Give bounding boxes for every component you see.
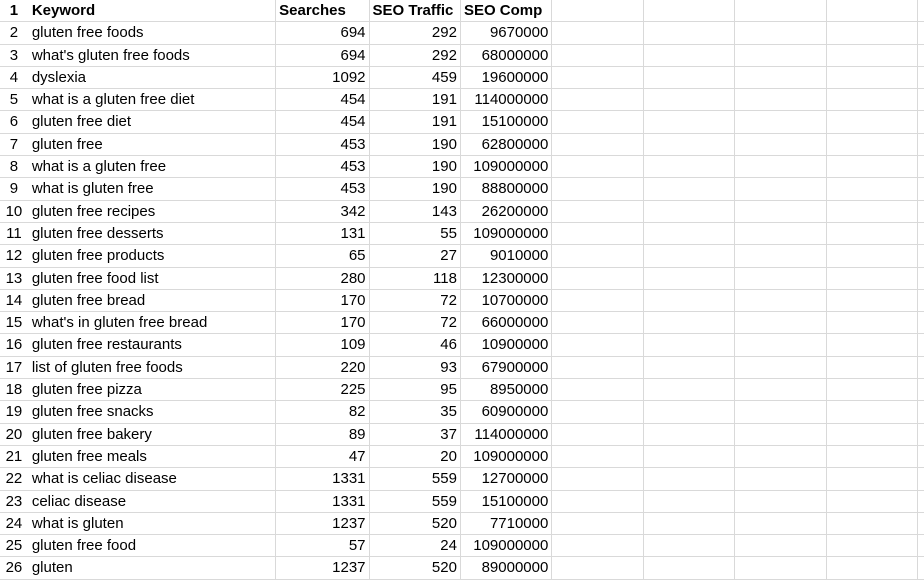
empty-cell[interactable] — [644, 178, 735, 199]
searches-cell[interactable]: 453 — [276, 134, 369, 155]
row-number[interactable]: 16 — [5, 336, 23, 354]
empty-cell[interactable] — [827, 245, 918, 266]
empty-cell[interactable] — [735, 268, 826, 289]
searches-cell[interactable]: 225 — [276, 379, 369, 400]
keyword-cell[interactable]: what is celiac disease — [28, 468, 276, 489]
empty-cell[interactable] — [552, 357, 643, 378]
row-number[interactable]: 12 — [5, 247, 23, 265]
keyword-cell[interactable]: list of gluten free foods — [28, 357, 276, 378]
empty-cell[interactable] — [827, 312, 918, 333]
empty-cell[interactable] — [918, 223, 924, 244]
row-number[interactable]: 23 — [5, 492, 23, 510]
seo-traffic-cell[interactable]: 55 — [370, 223, 461, 244]
empty-cell[interactable] — [918, 401, 924, 422]
table-row — [0, 67, 924, 89]
empty-cell[interactable] — [918, 446, 924, 467]
empty-cell[interactable] — [735, 557, 826, 578]
seo-traffic-cell[interactable]: 190 — [370, 178, 461, 199]
seo-traffic-cell[interactable]: 95 — [370, 379, 461, 400]
empty-cell[interactable] — [918, 156, 924, 177]
empty-cell[interactable] — [735, 312, 826, 333]
empty-cell[interactable] — [827, 22, 918, 43]
empty-cell[interactable] — [918, 334, 924, 355]
seo-traffic-header-cell[interactable]: SEO Traffic — [370, 0, 461, 21]
seo-comp-header-cell[interactable]: SEO Comp — [461, 0, 552, 21]
empty-cell[interactable] — [552, 290, 643, 311]
empty-cell[interactable] — [918, 45, 924, 66]
row-number[interactable]: 21 — [5, 447, 23, 465]
empty-cell[interactable] — [552, 424, 643, 445]
row-number[interactable]: 8 — [9, 158, 19, 176]
empty-cell[interactable] — [918, 557, 924, 578]
seo-comp-cell[interactable]: 89000000 — [461, 557, 552, 578]
empty-cell[interactable] — [644, 134, 735, 155]
empty-cell[interactable] — [552, 156, 643, 177]
empty-cell[interactable] — [918, 468, 924, 489]
row-number[interactable]: 17 — [5, 358, 23, 376]
seo-comp-cell[interactable]: 60900000 — [461, 401, 552, 422]
seo-comp-cell[interactable]: 109000000 — [461, 156, 552, 177]
seo-traffic-cell[interactable]: 459 — [370, 67, 461, 88]
row-number[interactable]: 26 — [5, 559, 23, 577]
table-row — [0, 22, 924, 44]
keyword-cell[interactable]: what is gluten — [28, 513, 276, 534]
row-number[interactable]: 10 — [5, 202, 23, 220]
seo-comp-cell[interactable]: 12300000 — [461, 268, 552, 289]
keyword-cell[interactable]: gluten free desserts — [28, 223, 276, 244]
table-row — [0, 134, 924, 156]
empty-cell[interactable] — [552, 468, 643, 489]
keyword-cell[interactable]: what's gluten free foods — [28, 45, 276, 66]
empty-cell[interactable] — [918, 89, 924, 110]
empty-cell[interactable] — [552, 535, 643, 556]
empty-cell[interactable] — [552, 312, 643, 333]
searches-cell[interactable]: 109 — [276, 334, 369, 355]
empty-cell[interactable] — [827, 223, 918, 244]
seo-traffic-cell[interactable]: 46 — [370, 334, 461, 355]
table-row — [0, 401, 924, 423]
empty-cell[interactable] — [918, 245, 924, 266]
keyword-cell[interactable]: gluten free restaurants — [28, 334, 276, 355]
seo-comp-cell[interactable]: 114000000 — [461, 89, 552, 110]
empty-cell[interactable] — [735, 67, 826, 88]
row-number[interactable]: 9 — [9, 180, 19, 198]
table-row — [0, 268, 924, 290]
searches-cell[interactable]: 454 — [276, 89, 369, 110]
seo-traffic-cell[interactable]: 292 — [370, 22, 461, 43]
seo-comp-cell[interactable]: 10900000 — [461, 334, 552, 355]
empty-cell[interactable] — [918, 513, 924, 534]
seo-traffic-cell[interactable]: 520 — [370, 557, 461, 578]
empty-cell[interactable] — [827, 379, 918, 400]
empty-cell[interactable] — [735, 111, 826, 132]
empty-cell[interactable] — [735, 89, 826, 110]
empty-cell[interactable] — [644, 557, 735, 578]
empty-cell[interactable] — [827, 424, 918, 445]
empty-cell[interactable] — [735, 245, 826, 266]
seo-traffic-cell[interactable]: 37 — [370, 424, 461, 445]
empty-cell[interactable] — [827, 156, 918, 177]
empty-cell[interactable] — [735, 446, 826, 467]
empty-cell[interactable] — [644, 379, 735, 400]
keyword-header-cell[interactable]: Keyword — [28, 0, 276, 21]
searches-cell[interactable]: 89 — [276, 424, 369, 445]
table-row — [0, 89, 924, 111]
empty-cell[interactable] — [827, 446, 918, 467]
seo-comp-cell[interactable]: 10700000 — [461, 290, 552, 311]
seo-traffic-cell[interactable]: 559 — [370, 468, 461, 489]
searches-cell[interactable]: 1331 — [276, 468, 369, 489]
empty-cell[interactable] — [644, 334, 735, 355]
row-number[interactable]: 18 — [5, 381, 23, 399]
empty-cell[interactable] — [552, 245, 643, 266]
empty-cell[interactable] — [552, 201, 643, 222]
empty-cell[interactable] — [918, 0, 924, 21]
empty-cell[interactable] — [552, 446, 643, 467]
keyword-cell[interactable]: what's in gluten free bread — [28, 312, 276, 333]
seo-comp-cell[interactable]: 66000000 — [461, 312, 552, 333]
keyword-cell[interactable]: what is a gluten free — [28, 156, 276, 177]
keyword-cell[interactable]: celiac disease — [28, 491, 276, 512]
seo-comp-cell[interactable]: 109000000 — [461, 223, 552, 244]
empty-cell[interactable] — [918, 201, 924, 222]
empty-cell[interactable] — [918, 111, 924, 132]
empty-cell[interactable] — [918, 535, 924, 556]
seo-traffic-cell[interactable]: 559 — [370, 491, 461, 512]
empty-cell[interactable] — [827, 491, 918, 512]
seo-comp-cell[interactable]: 109000000 — [461, 446, 552, 467]
empty-cell[interactable] — [827, 513, 918, 534]
empty-cell[interactable] — [827, 134, 918, 155]
empty-cell[interactable] — [644, 290, 735, 311]
empty-cell[interactable] — [918, 178, 924, 199]
seo-comp-cell[interactable]: 26200000 — [461, 201, 552, 222]
table-row — [0, 334, 924, 356]
seo-comp-cell[interactable]: 15100000 — [461, 111, 552, 132]
empty-cell[interactable] — [827, 89, 918, 110]
empty-cell[interactable] — [644, 446, 735, 467]
empty-cell[interactable] — [644, 268, 735, 289]
seo-comp-cell[interactable]: 7710000 — [461, 513, 552, 534]
seo-comp-cell[interactable]: 114000000 — [461, 424, 552, 445]
keyword-cell[interactable]: gluten free recipes — [28, 201, 276, 222]
empty-cell[interactable] — [918, 290, 924, 311]
empty-cell[interactable] — [735, 491, 826, 512]
table-row — [0, 513, 924, 535]
seo-traffic-cell[interactable]: 118 — [370, 268, 461, 289]
keyword-cell[interactable]: gluten free food — [28, 535, 276, 556]
empty-cell[interactable] — [644, 201, 735, 222]
empty-cell[interactable] — [827, 468, 918, 489]
table-row — [0, 201, 924, 223]
searches-cell[interactable]: 57 — [276, 535, 369, 556]
seo-traffic-cell[interactable]: 520 — [370, 513, 461, 534]
empty-cell[interactable] — [918, 312, 924, 333]
seo-comp-cell[interactable]: 12700000 — [461, 468, 552, 489]
empty-cell[interactable] — [552, 401, 643, 422]
seo-comp-cell[interactable]: 9010000 — [461, 245, 552, 266]
empty-cell[interactable] — [827, 557, 918, 578]
seo-comp-cell[interactable]: 62800000 — [461, 134, 552, 155]
seo-traffic-cell[interactable]: 93 — [370, 357, 461, 378]
table-row — [0, 245, 924, 267]
seo-traffic-cell[interactable]: 190 — [370, 134, 461, 155]
empty-cell[interactable] — [827, 268, 918, 289]
seo-comp-cell[interactable]: 19600000 — [461, 67, 552, 88]
empty-cell[interactable] — [735, 178, 826, 199]
empty-cell[interactable] — [827, 0, 918, 21]
keyword-cell[interactable]: gluten — [28, 557, 276, 578]
searches-cell[interactable]: 82 — [276, 401, 369, 422]
seo-comp-cell[interactable]: 67900000 — [461, 357, 552, 378]
empty-cell[interactable] — [644, 535, 735, 556]
seo-traffic-cell[interactable]: 191 — [370, 111, 461, 132]
empty-cell[interactable] — [735, 334, 826, 355]
empty-cell[interactable] — [827, 401, 918, 422]
seo-traffic-cell[interactable]: 143 — [370, 201, 461, 222]
searches-cell[interactable]: 342 — [276, 201, 369, 222]
empty-cell[interactable] — [918, 424, 924, 445]
searches-cell[interactable]: 47 — [276, 446, 369, 467]
empty-cell[interactable] — [644, 0, 735, 21]
empty-cell[interactable] — [827, 201, 918, 222]
empty-cell[interactable] — [644, 67, 735, 88]
empty-cell[interactable] — [644, 357, 735, 378]
searches-cell[interactable]: 454 — [276, 111, 369, 132]
row-number[interactable]: 7 — [9, 135, 19, 153]
row-number[interactable]: 6 — [9, 113, 19, 131]
empty-cell[interactable] — [644, 245, 735, 266]
empty-cell[interactable] — [735, 223, 826, 244]
empty-cell[interactable] — [552, 134, 643, 155]
empty-cell[interactable] — [735, 290, 826, 311]
table-row — [0, 290, 924, 312]
empty-cell[interactable] — [644, 156, 735, 177]
empty-cell[interactable] — [552, 557, 643, 578]
table-row — [0, 111, 924, 133]
searches-cell[interactable]: 453 — [276, 178, 369, 199]
empty-cell[interactable] — [644, 424, 735, 445]
row-number[interactable]: 22 — [5, 470, 23, 488]
empty-cell[interactable] — [827, 111, 918, 132]
row-number[interactable]: 5 — [9, 91, 19, 109]
empty-cell[interactable] — [644, 513, 735, 534]
seo-traffic-cell[interactable]: 35 — [370, 401, 461, 422]
row-number[interactable]: 4 — [9, 68, 19, 86]
searches-cell[interactable]: 131 — [276, 223, 369, 244]
empty-cell[interactable] — [644, 89, 735, 110]
seo-comp-cell[interactable]: 109000000 — [461, 535, 552, 556]
searches-cell[interactable]: 170 — [276, 290, 369, 311]
table-row — [0, 312, 924, 334]
searches-cell[interactable]: 220 — [276, 357, 369, 378]
keyword-cell[interactable]: gluten free products — [28, 245, 276, 266]
empty-cell[interactable] — [735, 201, 826, 222]
row-number[interactable]: 13 — [5, 269, 23, 287]
seo-traffic-cell[interactable]: 72 — [370, 312, 461, 333]
seo-traffic-cell[interactable]: 24 — [370, 535, 461, 556]
seo-traffic-cell[interactable]: 191 — [370, 89, 461, 110]
header-row — [0, 0, 924, 22]
empty-cell[interactable] — [735, 45, 826, 66]
empty-cell[interactable] — [552, 22, 643, 43]
empty-cell[interactable] — [827, 357, 918, 378]
empty-cell[interactable] — [644, 468, 735, 489]
seo-traffic-cell[interactable]: 190 — [370, 156, 461, 177]
empty-cell[interactable] — [552, 491, 643, 512]
empty-cell[interactable] — [644, 111, 735, 132]
seo-comp-cell[interactable]: 8950000 — [461, 379, 552, 400]
searches-cell[interactable]: 1092 — [276, 67, 369, 88]
seo-comp-cell[interactable]: 15100000 — [461, 491, 552, 512]
empty-cell[interactable] — [552, 513, 643, 534]
table-row — [0, 491, 924, 513]
table-row — [0, 178, 924, 200]
searches-cell[interactable]: 694 — [276, 45, 369, 66]
searches-cell[interactable]: 1237 — [276, 513, 369, 534]
empty-cell[interactable] — [552, 0, 643, 21]
keyword-cell[interactable]: gluten free bread — [28, 290, 276, 311]
table-row — [0, 557, 924, 579]
empty-cell[interactable] — [735, 468, 826, 489]
row-number[interactable]: 25 — [5, 537, 23, 555]
empty-cell[interactable] — [552, 178, 643, 199]
empty-cell[interactable] — [827, 334, 918, 355]
keyword-cell[interactable]: gluten free bakery — [28, 424, 276, 445]
row-number[interactable]: 3 — [9, 46, 19, 64]
empty-cell[interactable] — [918, 134, 924, 155]
table-row — [0, 468, 924, 490]
seo-comp-cell[interactable]: 9670000 — [461, 22, 552, 43]
searches-cell[interactable]: 65 — [276, 245, 369, 266]
searches-cell[interactable]: 453 — [276, 156, 369, 177]
empty-cell[interactable] — [644, 223, 735, 244]
row-number[interactable]: 20 — [5, 425, 23, 443]
keyword-cell[interactable]: gluten free foods — [28, 22, 276, 43]
seo-traffic-cell[interactable]: 27 — [370, 245, 461, 266]
searches-header-cell[interactable]: Searches — [276, 0, 369, 21]
keyword-cell[interactable]: gluten free pizza — [28, 379, 276, 400]
empty-cell[interactable] — [735, 22, 826, 43]
seo-traffic-cell[interactable]: 72 — [370, 290, 461, 311]
keyword-cell[interactable]: gluten free — [28, 134, 276, 155]
row-number[interactable]: 15 — [5, 314, 23, 332]
empty-cell[interactable] — [644, 45, 735, 66]
empty-cell[interactable] — [827, 67, 918, 88]
searches-cell[interactable]: 170 — [276, 312, 369, 333]
row-number[interactable]: 14 — [5, 291, 23, 309]
empty-cell[interactable] — [735, 0, 826, 21]
empty-cell[interactable] — [552, 379, 643, 400]
keyword-cell[interactable]: gluten free meals — [28, 446, 276, 467]
empty-cell[interactable] — [918, 22, 924, 43]
table-body — [0, 22, 924, 579]
keyword-cell[interactable]: gluten free snacks — [28, 401, 276, 422]
empty-cell[interactable] — [918, 268, 924, 289]
empty-cell[interactable] — [644, 22, 735, 43]
empty-cell[interactable] — [827, 290, 918, 311]
empty-cell[interactable] — [644, 401, 735, 422]
empty-cell[interactable] — [552, 334, 643, 355]
keyword-cell[interactable]: gluten free diet — [28, 111, 276, 132]
empty-cell[interactable] — [735, 156, 826, 177]
empty-cell[interactable] — [735, 357, 826, 378]
table-row — [0, 379, 924, 401]
table-row — [0, 357, 924, 379]
empty-cell[interactable] — [827, 45, 918, 66]
empty-cell[interactable] — [552, 89, 643, 110]
searches-cell[interactable]: 694 — [276, 22, 369, 43]
empty-cell[interactable] — [735, 379, 826, 400]
keyword-cell[interactable]: what is a gluten free diet — [28, 89, 276, 110]
empty-cell[interactable] — [735, 513, 826, 534]
seo-traffic-cell[interactable]: 20 — [370, 446, 461, 467]
table-row — [0, 446, 924, 468]
empty-cell[interactable] — [827, 535, 918, 556]
searches-cell[interactable]: 1237 — [276, 557, 369, 578]
searches-cell[interactable]: 280 — [276, 268, 369, 289]
table-row — [0, 424, 924, 446]
empty-cell[interactable] — [552, 268, 643, 289]
empty-cell[interactable] — [644, 491, 735, 512]
row-number[interactable]: 11 — [6, 224, 22, 242]
empty-cell[interactable] — [735, 134, 826, 155]
seo-traffic-cell[interactable]: 292 — [370, 45, 461, 66]
seo-comp-cell[interactable]: 68000000 — [461, 45, 552, 66]
table-row — [0, 156, 924, 178]
row-number[interactable]: 2 — [9, 24, 19, 42]
empty-cell[interactable] — [918, 67, 924, 88]
empty-cell[interactable] — [552, 45, 643, 66]
empty-cell[interactable] — [552, 223, 643, 244]
table-row — [0, 535, 924, 557]
empty-cell[interactable] — [918, 379, 924, 400]
table-row — [0, 223, 924, 245]
keyword-cell[interactable]: gluten free food list — [28, 268, 276, 289]
empty-cell[interactable] — [918, 491, 924, 512]
searches-cell[interactable]: 1331 — [276, 491, 369, 512]
seo-comp-cell[interactable]: 88800000 — [461, 178, 552, 199]
empty-cell[interactable] — [735, 401, 826, 422]
empty-cell[interactable] — [735, 535, 826, 556]
row-number[interactable]: 1 — [9, 2, 19, 19]
empty-cell[interactable] — [735, 424, 826, 445]
empty-cell[interactable] — [918, 357, 924, 378]
empty-cell[interactable] — [644, 312, 735, 333]
row-number[interactable]: 19 — [5, 403, 23, 421]
row-number[interactable]: 24 — [5, 514, 23, 532]
empty-cell[interactable] — [827, 178, 918, 199]
empty-cell[interactable] — [552, 111, 643, 132]
table-row — [0, 45, 924, 67]
keyword-cell[interactable]: dyslexia — [28, 67, 276, 88]
empty-cell[interactable] — [552, 67, 643, 88]
keyword-cell[interactable]: what is gluten free — [28, 178, 276, 199]
